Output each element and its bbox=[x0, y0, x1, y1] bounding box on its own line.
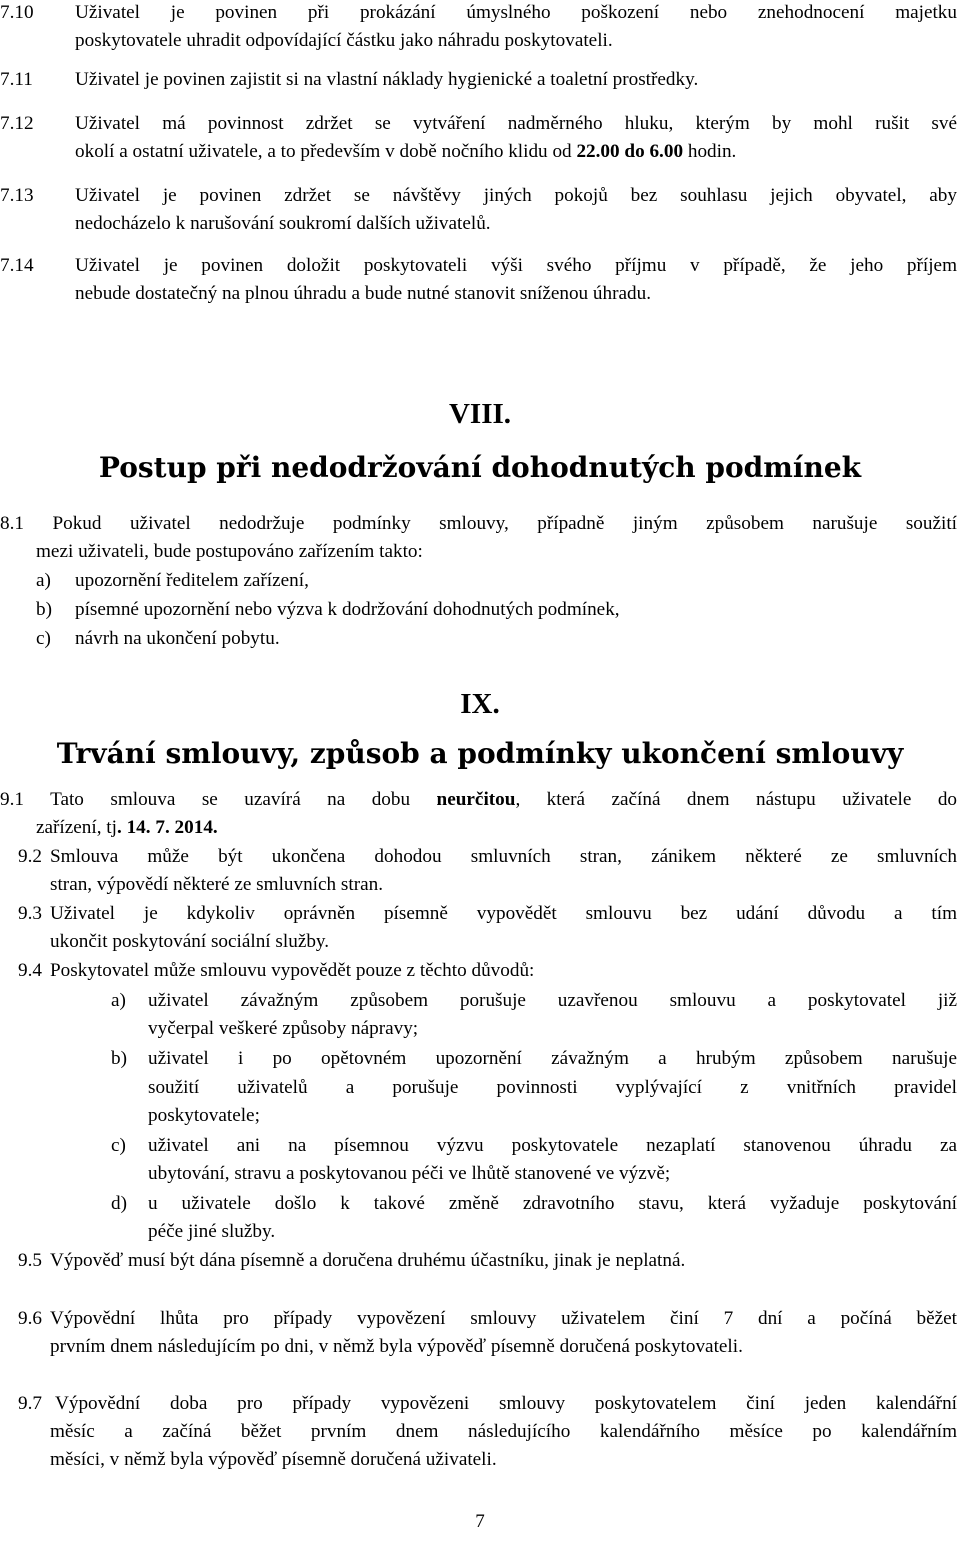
section-number: VIII. bbox=[448, 398, 512, 430]
clause-number: 9.7 bbox=[18, 1393, 42, 1414]
clause-text: zařízení, tj. 14. 7. 2014. bbox=[36, 817, 218, 838]
clause-text: prvním dnem následujícím po dni, v němž byla výpověď písemně doručená poskytovateli. bbox=[50, 1336, 743, 1357]
clause-text: Smlouva může být ukončena dohodou smluvních stran, zánikem některé ze smluvních bbox=[50, 846, 957, 867]
clause-text: Uživatel je povinen zdržet se návštěvy jiných pokojů bez souhlasu jejich obyvatel, aby bbox=[75, 185, 957, 206]
clause-text: měsíc a začíná běžet prvním dnem následujícího kalendářního měsíce po kalendářním bbox=[50, 1421, 957, 1442]
clause-number: 7.13 bbox=[0, 185, 34, 206]
clause-text: Uživatel je povinen při prokázání úmyslného poškození nebo znehodnocení majetku bbox=[75, 2, 957, 23]
clause-text: okolí a ostatní uživatele, a to především v době nočního klidu od 22.00 do 6.00 hodin. bbox=[75, 141, 737, 162]
list-item-marker: a) bbox=[36, 570, 51, 591]
clause-number: 9.5 bbox=[18, 1250, 42, 1271]
list-item-marker: b) bbox=[36, 599, 52, 620]
list-item: uživatel ani na písemnou výzvu poskytovatele nezaplatí stanovenou úhradu za bbox=[148, 1135, 957, 1156]
clause-text: nedocházelo k narušování soukromí dalších uživatelů. bbox=[75, 213, 491, 234]
clause-number: 9.4 bbox=[18, 960, 42, 981]
list-item: ubytování, stravu a poskytovanou péči ve lhůtě stanovené ve výzvě; bbox=[148, 1163, 671, 1184]
page-number: 7 bbox=[475, 1511, 485, 1532]
clause-number: 7.10 bbox=[0, 2, 34, 23]
list-item: vyčerpal veškeré způsoby nápravy; bbox=[148, 1018, 419, 1039]
clause-text: stran, výpovědí některé ze smluvních stran. bbox=[50, 874, 384, 895]
clause-text: Výpovědní lhůta pro případy vypovězení smlouvy uživatelem činí 7 dní a počíná běžet bbox=[50, 1308, 957, 1329]
clause-number: 7.11 bbox=[0, 69, 33, 90]
clause-text: Uživatel je povinen doložit poskytovateli výši svého příjmu v případě, že jeho příjem bbox=[75, 255, 957, 276]
list-item: poskytovatele; bbox=[148, 1105, 260, 1126]
list-item: u uživatele došlo k takové změně zdravotního stavu, která vyžaduje poskytování bbox=[148, 1193, 957, 1214]
list-item-marker: c) bbox=[36, 628, 51, 649]
clause-number: 9.6 bbox=[18, 1308, 42, 1329]
list-item: péče jiné služby. bbox=[148, 1221, 276, 1242]
list-item: uživatel závažným způsobem porušuje uzavřenou smlouvu a poskytovatel již bbox=[148, 990, 957, 1011]
list-item: písemné upozornění nebo výzva k dodržování dohodnutých podmínek, bbox=[75, 599, 620, 620]
clause-number: 7.12 bbox=[0, 113, 34, 134]
list-item: uživatel i po opětovném upozornění závažným a hrubým způsobem narušuje bbox=[148, 1048, 957, 1069]
clause-text: ukončit poskytování sociální služby. bbox=[50, 931, 330, 952]
list-item-marker: a) bbox=[111, 990, 126, 1011]
clause-number: 9.2 bbox=[18, 846, 42, 867]
list-item-marker: d) bbox=[111, 1193, 127, 1214]
clause-text: Uživatel má povinnost zdržet se vytváření nadměrného hluku, kterým by mohl rušit své bbox=[75, 113, 957, 134]
section-title: Postup při nedodržování dohodnutých podmínek bbox=[98, 451, 862, 484]
section-title: Trvání smlouvy, způsob a podmínky ukončení smlouvy bbox=[56, 737, 904, 770]
clause-text: Výpovědní doba pro případy vypovězeni smlouvy poskytovatelem činí jeden kalendářní bbox=[55, 1393, 957, 1414]
clause-number: 9.3 bbox=[18, 903, 42, 924]
section-number: IX. bbox=[460, 688, 500, 720]
clause-text: 8.1 Pokud uživatel nedodržuje podmínky smlouvy, případně jiným způsobem narušuje soužití bbox=[0, 513, 957, 534]
clause-text: nebude dostatečný na plnou úhradu a bude nutné stanovit sníženou úhradu. bbox=[75, 283, 652, 304]
list-item: soužití uživatelů a porušuje povinnosti vyplývající z vnitřních pravidel bbox=[148, 1077, 957, 1098]
list-item: návrh na ukončení pobytu. bbox=[75, 628, 280, 649]
clause-text: Výpověď musí být dána písemně a doručena druhému účastníku, jinak je neplatná. bbox=[50, 1250, 686, 1271]
clause-text: Poskytovatel může smlouvu vypovědět pouze z těchto důvodů: bbox=[50, 960, 535, 981]
list-item: upozornění ředitelem zařízení, bbox=[75, 570, 309, 591]
clause-number: 7.14 bbox=[0, 255, 34, 276]
clause-text: mezi uživateli, bude postupováno zařízením takto: bbox=[36, 541, 423, 562]
list-item-marker: b) bbox=[111, 1048, 127, 1069]
clause-text: Uživatel je povinen zajistit si na vlastní náklady hygienické a toaletní prostředky. bbox=[75, 69, 699, 90]
clause-text: 9.1 Tato smlouva se uzavírá na dobu neurčitou, která začíná dnem nástupu uživatele do bbox=[0, 789, 958, 810]
clause-text: poskytovatele uhradit odpovídající částku jako náhradu poskytovateli. bbox=[75, 30, 613, 51]
list-item-marker: c) bbox=[111, 1135, 126, 1156]
clause-text: měsíci, v němž byla výpověď písemně doručená uživateli. bbox=[50, 1449, 497, 1470]
clause-text: Uživatel je kdykoliv oprávněn písemně vypovědět smlouvu bez udání důvodu a tím bbox=[50, 903, 957, 924]
